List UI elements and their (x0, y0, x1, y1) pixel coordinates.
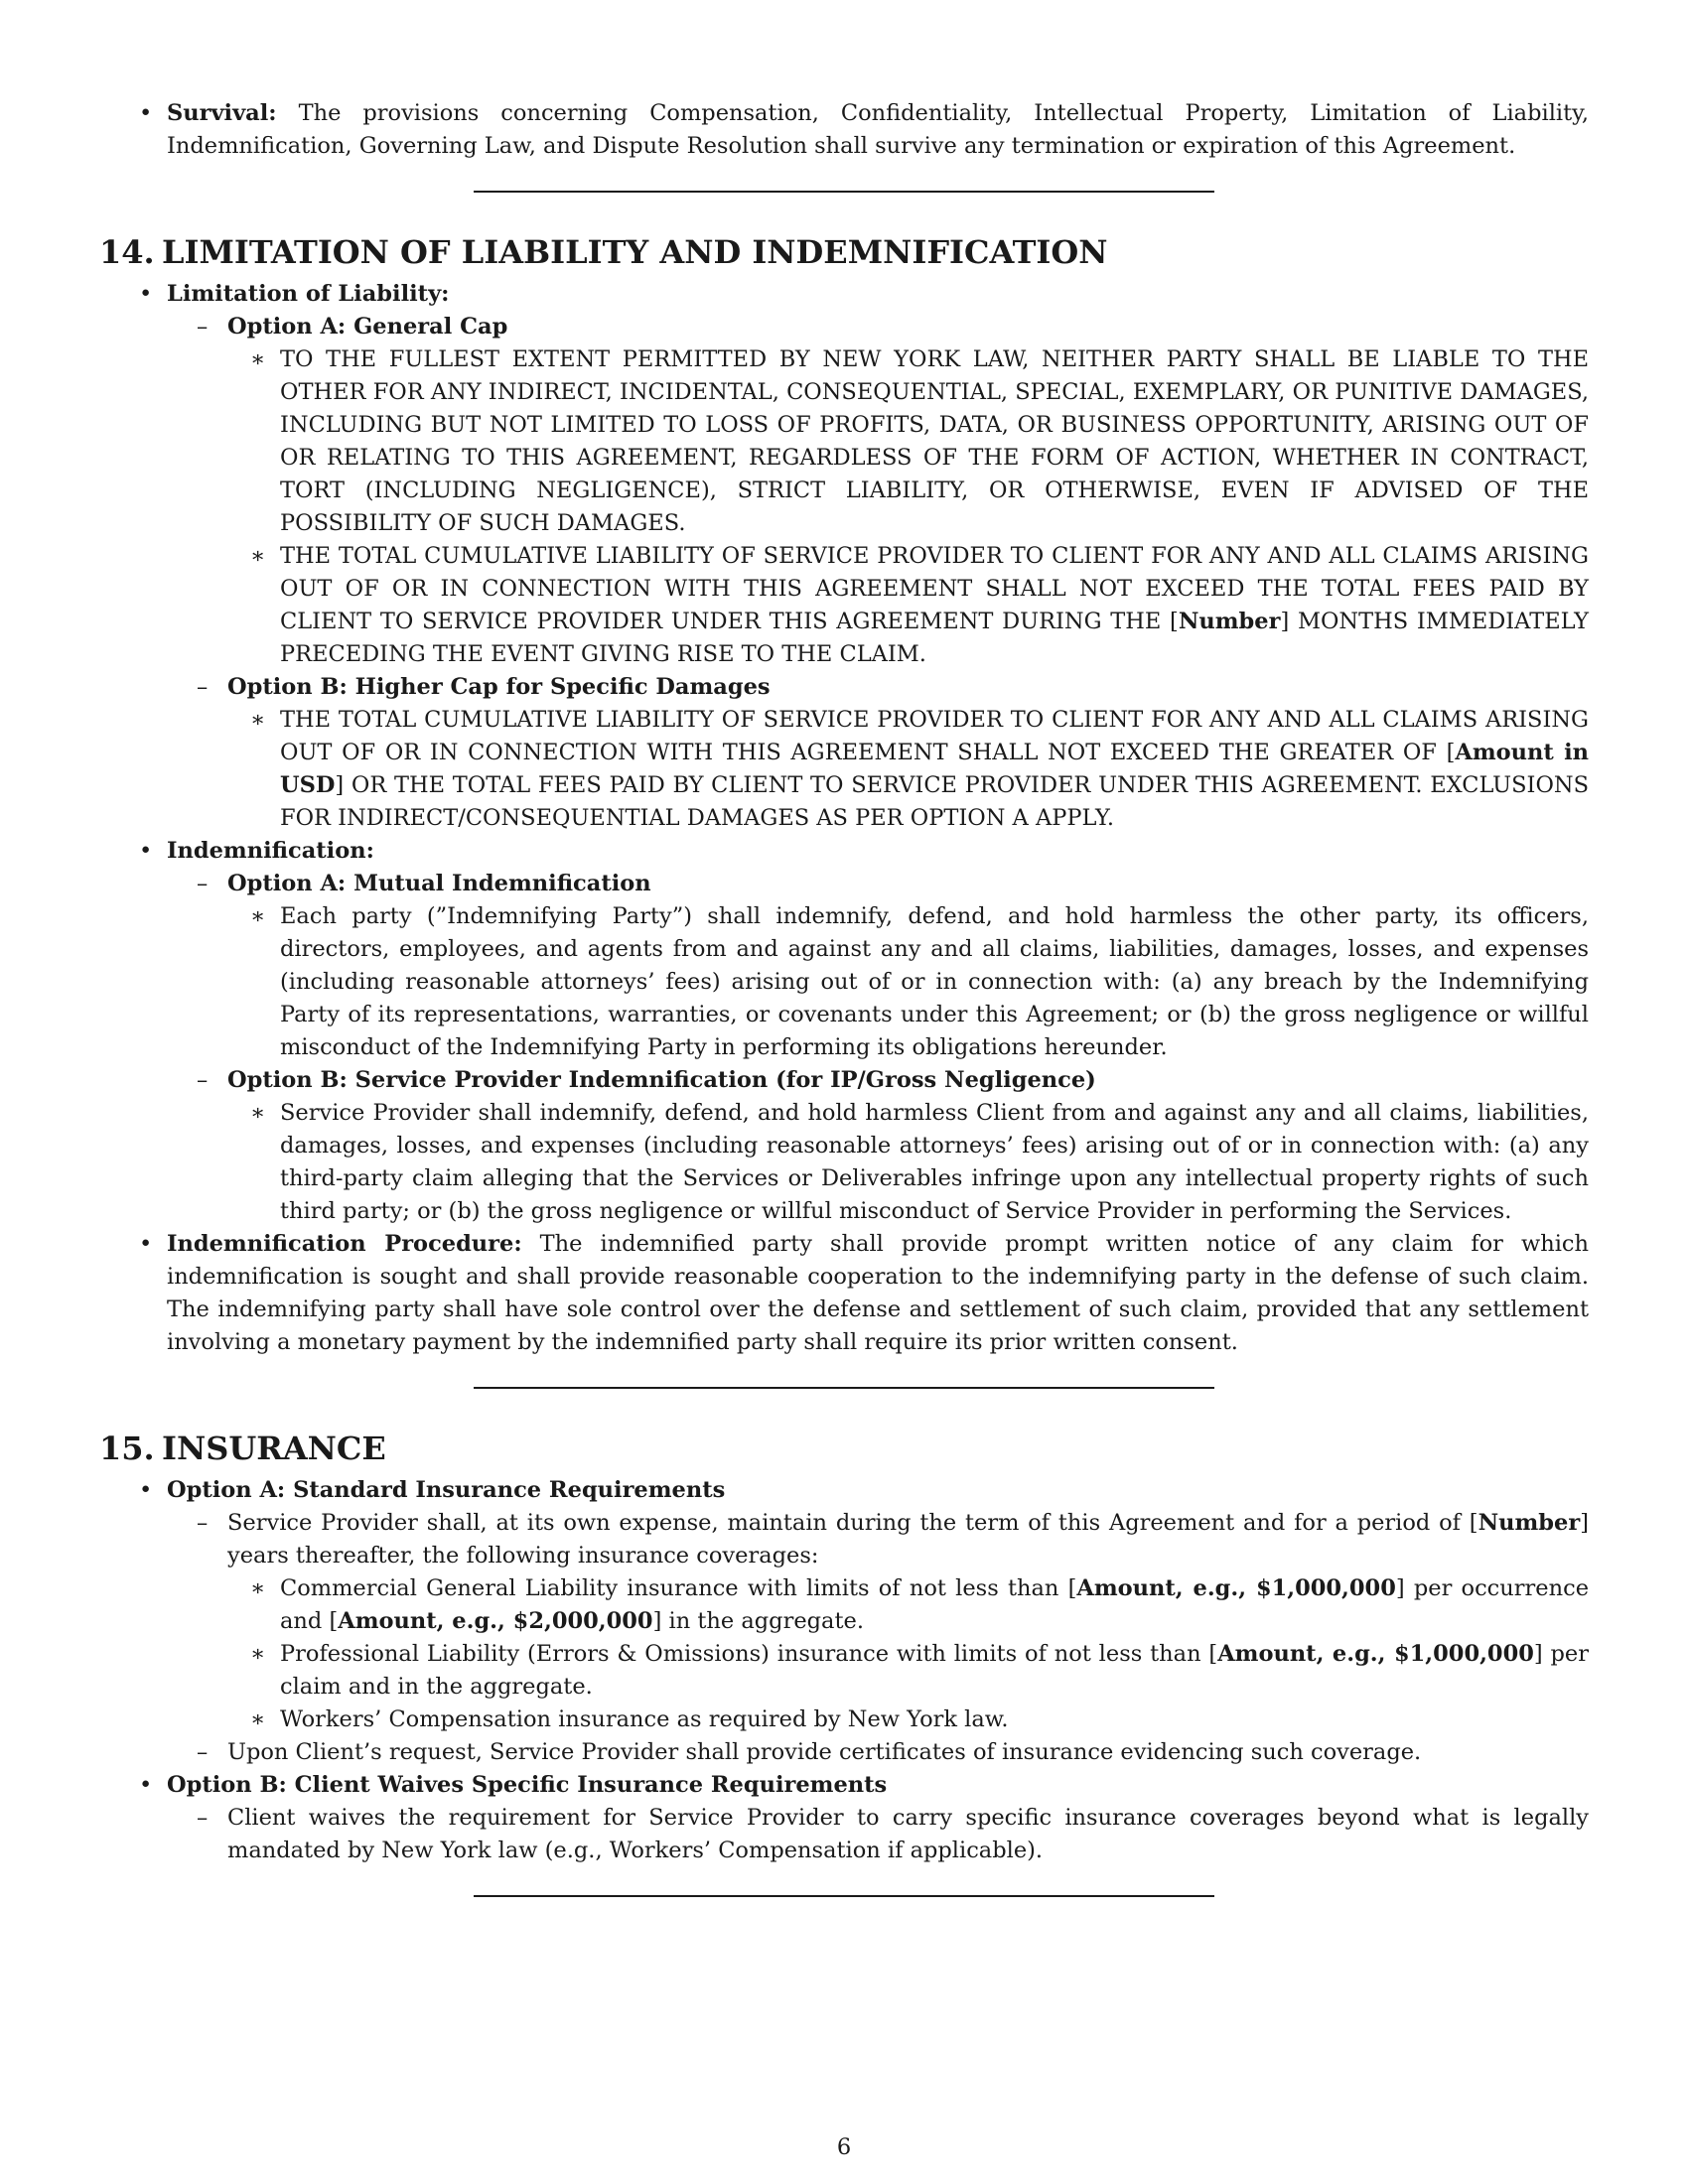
section-15-heading (99, 1427, 1589, 1470)
procedure-label: Indemnification Procedure: (167, 1231, 522, 1257)
section-14-body (99, 278, 1589, 1359)
section-14-heading (99, 230, 1589, 274)
text-segment: Service Provider shall, at its own expense, maintain during the term of this Agreement and for a period of [ (227, 1510, 1478, 1536)
placeholder-amount: Amount, e.g., $1,000,000 (1076, 1575, 1396, 1601)
section-divider (474, 1895, 1214, 1897)
limitation-option-a (99, 311, 1589, 343)
text-segment: THE TOTAL CUMULATIVE LIABILITY OF SERVICE PROVIDER TO CLIENT FOR ANY AND ALL CLAIMS ARISING OUT OF OR IN CONNECTION WITH THIS AGREEMENT SHALL NOT EXCEED THE GREATER OF [ (280, 707, 1589, 765)
indemnification-option-a-label: Option A: Mutual Indemnification (227, 871, 651, 896)
limitation-label: Limitation of Liability: (167, 281, 450, 307)
page-content (99, 97, 1589, 1897)
section-14-title: LIMITATION OF LIABILITY AND INDEMNIFICATION (162, 233, 1108, 271)
section-15-title: INSURANCE (162, 1430, 386, 1467)
indemnification (99, 835, 1589, 868)
limitation-option-b-label: Option B: Higher Cap for Specific Damages (227, 674, 771, 700)
survival-text: The provisions concerning Compensation, Confidentiality, Intellectual Property, Limitation of Liability, Indemnification, Governing Law, and Dispute Resolution shall survive any termination or expiration of this Agreement. (167, 100, 1589, 159)
text-segment: ] MONTHS IMMEDIATELY PRECEDING THE EVENT GIVING RISE TO THE CLAIM. (280, 609, 1589, 667)
text-segment: ] per claim and in the aggregate. (280, 1641, 1589, 1700)
indemnification-label: Indemnification: (167, 838, 374, 864)
limitation-option-a-label: Option A: General Cap (227, 314, 508, 340)
insurance-option-b-label: Option B: Client Waives Specific Insurance Requirements (167, 1772, 888, 1798)
text-segment: ] years thereafter, the following insurance coverages: (227, 1510, 1589, 1569)
section-15-number: 15. (99, 1430, 155, 1467)
insurance-option-b-dash-1: – Client waives the requirement for Service Provider to carry specific insurance coverages beyond what is legally mandated by New York law (e.g., Workers’ Compensation if applicable). (99, 1802, 1589, 1867)
insurance-option-a (99, 1474, 1589, 1507)
indemnification-option-b (99, 1064, 1589, 1097)
indemnification-procedure (99, 1228, 1589, 1359)
limitation-option-a-item-2 (99, 540, 1589, 671)
section-14-number: 14. (99, 233, 155, 271)
placeholder-number: Number (1477, 1510, 1581, 1536)
insurance-option-a-dash-2: – Upon Client’s request, Service Provider shall provide certificates of insurance evidencing such coverage. (99, 1736, 1589, 1769)
survival-label: Survival: (167, 100, 277, 126)
procedure-text: The indemnified party shall provide prompt written notice of any claim for which indemnification is sought and shall provide reasonable cooperation to the indemnifying party in the defense of such claim. The indemnifying party shall have sole control over the defense and settlement of such claim, provided that any settlement involving a monetary payment by the indemnified party shall require its prior written consent. (167, 1231, 1589, 1355)
limitation-option-a-item-1: ∗ TO THE FULLEST EXTENT PERMITTED BY NEW YORK LAW, NEITHER PARTY SHALL BE LIABLE TO THE OTHER FOR ANY INDIRECT, INCIDENTAL, CONSEQUENTIAL, SPECIAL, EXEMPLARY, OR PUNITIVE DAMAGES, INCLUDING BUT NOT LIMITED TO LOSS OF PROFITS, DATA, OR BUSINESS OPPORTUNITY, ARISING OUT OF OR RELATING TO THIS AGREEMENT, REGARDLESS OF THE FORM OF ACTION, WHETHER IN CONTRACT, TORT (INCLUDING NEGLIGENCE), STRICT LIABILITY, OR OTHERWISE, EVEN IF ADVISED OF THE POSSIBILITY OF SUCH DAMAGES. (99, 343, 1589, 540)
text-segment: ] OR THE TOTAL FEES PAID BY CLIENT TO SERVICE PROVIDER UNDER THIS AGREEMENT. EXCLUSIONS FOR INDIRECT/CONSEQUENTIAL DAMAGES AS PER OPTION A APPLY. (280, 772, 1589, 831)
indemnification-option-b-label: Option B: Service Provider Indemnification (for IP/Gross Negligence) (227, 1067, 1096, 1093)
text-segment: ] per occurrence and [ (280, 1575, 1590, 1634)
text-segment: ] in the aggregate. (652, 1608, 864, 1634)
limitation-of-liability (99, 278, 1589, 311)
section-divider (474, 1387, 1214, 1389)
placeholder-amount: Amount, e.g., $2,000,000 (338, 1608, 653, 1634)
text-segment: THE TOTAL CUMULATIVE LIABILITY OF SERVICE PROVIDER TO CLIENT FOR ANY AND ALL CLAIMS ARISING OUT OF OR IN CONNECTION WITH THIS AGREEMENT SHALL NOT EXCEED THE TOTAL FEES PAID BY CLIENT TO SERVICE PROVIDER UNDER THIS AGREEMENT DURING THE [ (280, 543, 1589, 634)
limitation-option-b-item-1 (99, 704, 1589, 835)
placeholder-number: Number (1178, 609, 1281, 634)
insurance-professional-item (99, 1638, 1589, 1704)
section-15-body (99, 1474, 1589, 1867)
indemnification-option-b-item-1: ∗ Service Provider shall indemnify, defend, and hold harmless Client from and against any and all claims, liabilities, damages, losses, and expenses (including reasonable attorneys’ fees) arising out of or in connection with: (a) any third-party claim alleging that the Services or Deliverables infringe upon any intellectual property rights of such third party; or (b) the gross negligence or willful misconduct of Service Provider in performing the Services. (99, 1097, 1589, 1228)
page-number: 6 (836, 2134, 852, 2160)
indemnification-option-a-item-1: ∗ Each party (”Indemnifying Party”) shall indemnify, defend, and hold harmless the other party, its officers, directors, employees, and agents from and against any and all claims, liabilities, damages, losses, and expenses (including reasonable attorneys’ fees) arising out of or in connection with: (a) any breach by the Indemnifying Party of its representations, warranties, or covenants under this Agreement; or (b) the gross negligence or willful misconduct of the Indemnifying Party in performing its obligations hereunder. (99, 900, 1589, 1064)
insurance-workers-item: ∗ Workers’ Compensation insurance as required by New York law. (99, 1704, 1589, 1736)
placeholder-amount: Amount in USD (280, 740, 1589, 798)
limitation-option-b (99, 671, 1589, 704)
survival-clause (99, 97, 1589, 163)
indemnification-option-a (99, 868, 1589, 900)
insurance-option-b (99, 1769, 1589, 1802)
insurance-cgl-item (99, 1572, 1589, 1638)
placeholder-amount: Amount, e.g., $1,000,000 (1217, 1641, 1534, 1667)
text-segment: Commercial General Liability insurance with limits of not less than [ (280, 1575, 1077, 1601)
insurance-option-a-dash-1 (99, 1507, 1589, 1572)
text-segment: Professional Liability (Errors & Omissions) insurance with limits of not less than [ (280, 1641, 1218, 1667)
section-divider (474, 191, 1214, 193)
insurance-option-a-label: Option A: Standard Insurance Requirements (167, 1477, 726, 1503)
